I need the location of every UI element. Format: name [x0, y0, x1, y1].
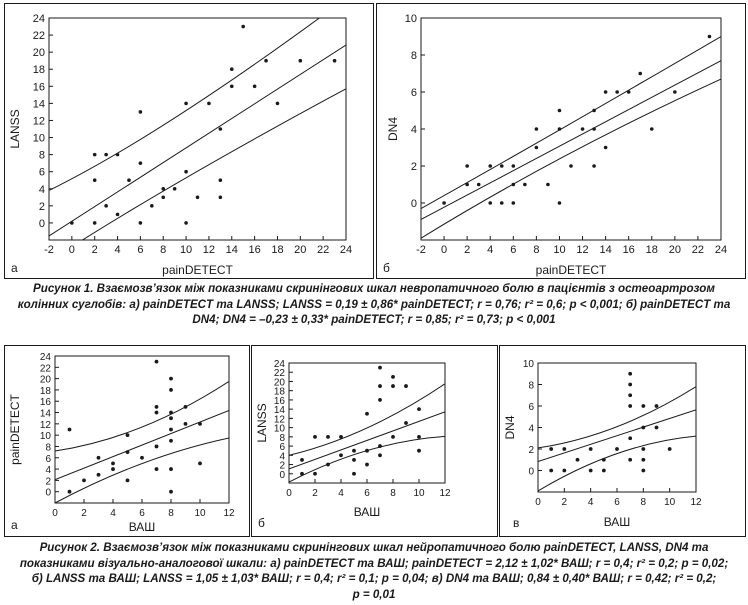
fig1a-point: [93, 153, 97, 157]
fig2c-point: [602, 458, 606, 462]
fig1b-point: [488, 201, 492, 205]
fig2c-point: [641, 447, 645, 451]
fig2b-point: [365, 412, 369, 416]
fig2c-x-tick-label: 8: [640, 497, 647, 508]
fig2a-point: [155, 411, 159, 415]
fig2a-y-tick-label: 10: [39, 431, 51, 443]
fig2c-panel: [499, 345, 746, 537]
fig1a-point: [184, 221, 188, 225]
fig1b-plot-area: [421, 37, 721, 239]
fig2c-point: [562, 447, 566, 451]
fig1b-panel-letter: б: [383, 261, 390, 275]
fig1b-point: [581, 127, 585, 131]
fig1b-confidence-upper: [421, 37, 721, 209]
fig1b-regression-line: [421, 61, 721, 220]
fig2c-point: [668, 447, 672, 451]
fig1a-point: [104, 204, 108, 208]
fig2b-y-tick-label: 4: [279, 451, 285, 463]
fig1a-y-tick-label: 10: [32, 132, 45, 145]
fig2c-panel-letter: в: [513, 516, 520, 530]
fig1a-y-tick-label: 2: [38, 200, 45, 213]
fig2a-point: [169, 388, 173, 392]
fig1b-point: [523, 183, 527, 187]
fig1b-y-tick-label: 8: [410, 50, 417, 62]
fig2a-point: [126, 450, 130, 454]
fig2c-y-tick-label: 4: [528, 423, 534, 435]
fig1b-point: [535, 127, 539, 131]
fig2a-x-tick-label: 4: [110, 508, 116, 519]
figure1-caption-line3: DN4; DN4 = –0,23 ± 0,33* painDETECT; r = 0,85; r² = 0,73; p < 0,001: [192, 313, 556, 326]
fig2a-y-tick-label: 16: [39, 397, 51, 409]
fig2a-y-tick-label: 22: [39, 363, 51, 375]
fig1a-y-tick-label: 24: [32, 13, 45, 25]
fig1b-point: [673, 90, 677, 94]
fig1b-x-tick-label: -2: [416, 244, 426, 256]
fig1a-x-tick-label: 12: [202, 244, 216, 256]
fig2a-point: [169, 428, 173, 432]
fig2b-panel: [251, 345, 498, 537]
fig2a-point: [169, 377, 173, 381]
fig2b-y-tick-label: 18: [273, 386, 285, 398]
fig2c-point: [602, 469, 606, 473]
fig1b-point: [477, 183, 481, 187]
fig1b-x-tick-label: 6: [510, 244, 517, 256]
fig1a-point: [139, 221, 143, 225]
fig1a-point: [299, 59, 303, 63]
fig1a-point: [196, 196, 200, 200]
fig1b-point: [558, 109, 562, 113]
fig2a-point: [198, 462, 202, 466]
fig2b-plot-area: [289, 384, 445, 482]
fig2b-y-tick-label: 0: [279, 469, 285, 481]
fig2a-point: [169, 467, 173, 471]
fig2c-point: [549, 447, 553, 451]
fig1b-point: [650, 127, 654, 131]
fig2a-point: [68, 428, 72, 432]
fig1b-plot-frame: [421, 18, 721, 240]
fig2a-y-tick-label: 24: [39, 352, 51, 363]
fig2b-point: [378, 366, 382, 370]
fig1b-x-tick-label: 20: [668, 244, 681, 256]
fig1b-x-tick-label: 18: [645, 244, 658, 256]
fig2c-point: [641, 458, 645, 462]
fig2c-point: [615, 447, 619, 451]
fig1a-x-tick-label: 14: [225, 244, 238, 256]
fig1a-x-tick-label: 10: [179, 244, 193, 256]
fig1b-y-tick-label: 2: [410, 161, 417, 173]
fig2c-point: [628, 372, 632, 376]
fig2b-point: [391, 435, 395, 439]
fig2a-point: [140, 456, 144, 460]
fig1a-x-axis-label: painDETECT: [162, 263, 233, 277]
fig1b-y-tick-label: 0: [410, 198, 417, 210]
fig2b-y-tick-label: 24: [273, 359, 285, 370]
fig2b-y-tick-label: 14: [273, 405, 285, 417]
fig2c-point: [576, 458, 580, 462]
fig2b-point: [300, 458, 304, 462]
fig1a-point: [253, 85, 257, 89]
fig2b-point: [365, 449, 369, 453]
fig1a-x-tick-label: 0: [68, 244, 75, 256]
fig2a-confidence-lower: [55, 438, 229, 503]
fig2c-y-tick-label: 6: [528, 402, 534, 413]
fig2a-x-tick-label: 0: [52, 508, 58, 519]
fig2a-point: [169, 416, 173, 420]
fig2b-point: [391, 375, 395, 379]
fig1a-point: [70, 221, 74, 225]
fig2c-chart: [500, 346, 745, 536]
fig2c-point: [628, 436, 632, 440]
fig2b-point: [404, 421, 408, 425]
fig1a-point: [276, 102, 280, 106]
fig1b-y-axis-label: DN4: [386, 116, 400, 142]
fig2a-plot-area: [55, 381, 229, 503]
fig2b-point: [417, 435, 421, 439]
fig2a-x-tick-label: 2: [81, 508, 87, 519]
fig2a-x-tick-label: 8: [168, 508, 174, 519]
fig1a-point: [161, 187, 165, 191]
fig2b-point: [339, 435, 343, 439]
fig2c-y-tick-label: 0: [528, 466, 534, 478]
fig1b-x-axis-label: painDETECT: [535, 263, 607, 277]
fig1b-point: [615, 90, 619, 94]
fig1b-x-tick-label: 4: [487, 244, 494, 256]
fig1a-plot-frame: [49, 18, 346, 240]
figure1-caption: [0, 281, 748, 328]
fig2a-point: [82, 478, 86, 482]
fig2c-point: [549, 469, 553, 473]
fig1a-point: [127, 178, 131, 182]
fig2c-point: [628, 383, 632, 387]
fig1a-point: [241, 25, 245, 29]
fig2a-point: [68, 490, 72, 494]
fig2c-x-axis-label: ВАШ: [603, 515, 631, 529]
fig2b-x-tick-label: 2: [312, 488, 318, 499]
fig2c-plot-frame: [538, 363, 696, 492]
fig2a-y-tick-label: 20: [39, 374, 51, 386]
fig1a-y-tick-label: 16: [32, 81, 45, 94]
fig1b-x-tick-label: 8: [533, 244, 540, 256]
fig2b-x-tick-label: 4: [338, 488, 344, 499]
fig1b-point: [465, 183, 469, 187]
fig1b-y-tick-label: 6: [410, 87, 417, 99]
fig2c-point: [641, 426, 645, 430]
fig2a-confidence-upper: [55, 381, 229, 451]
fig2b-point: [404, 384, 408, 388]
fig1b-point: [465, 164, 469, 168]
fig1b-point: [558, 201, 562, 205]
fig1b-x-tick-label: 12: [576, 244, 589, 256]
fig2a-x-axis-label: ВАШ: [128, 520, 156, 534]
fig1b-point: [546, 183, 550, 187]
fig2a-point: [97, 473, 101, 477]
fig2b-y-tick-label: 2: [279, 460, 285, 472]
fig1a-x-tick-label: 4: [114, 244, 121, 256]
fig1a-chart: [5, 4, 373, 278]
fig2a-y-tick-label: 0: [45, 487, 51, 499]
fig2c-point: [628, 404, 632, 408]
fig2a-panel-letter: а: [11, 518, 18, 532]
fig2c-point: [589, 447, 593, 451]
fig2a-y-tick-label: 8: [45, 442, 51, 454]
fig1b-x-tick-label: 22: [691, 244, 705, 256]
fig1a-point: [93, 178, 97, 182]
fig1b-point: [512, 201, 516, 205]
fig2c-y-tick-label: 8: [528, 380, 534, 392]
fig1a-y-axis-label: LANSS: [8, 109, 22, 149]
fig2c-point: [655, 404, 659, 408]
fig2a-point: [126, 478, 130, 482]
fig1a-point: [139, 110, 143, 114]
fig2b-y-tick-label: 20: [273, 377, 285, 389]
fig2b-point: [313, 472, 317, 476]
fig1a-y-tick-label: 6: [38, 166, 45, 179]
fig2a-point: [184, 422, 188, 426]
fig2c-y-tick-label: 2: [528, 445, 534, 456]
fig2c-point: [641, 469, 645, 473]
fig2a-x-tick-label: 10: [194, 508, 206, 519]
fig1b-point: [500, 164, 504, 168]
fig1b-chart: [377, 4, 745, 278]
fig2b-point: [352, 449, 356, 453]
fig1a-y-tick-label: 12: [32, 115, 45, 128]
fig2c-y-tick-label: 10: [522, 359, 534, 370]
fig2b-x-tick-label: 12: [439, 488, 451, 499]
fig1a-x-tick-label: -2: [44, 244, 54, 256]
fig1a-panel: [4, 3, 374, 279]
fig1b-panel: [376, 3, 746, 279]
fig1a-point: [219, 127, 223, 131]
fig1b-point: [488, 164, 492, 168]
fig2a-point: [111, 467, 115, 471]
fig2a-point: [111, 462, 115, 466]
fig1a-regression-line: [49, 45, 346, 236]
fig2c-plot-area: [538, 387, 696, 491]
fig1a-confidence-upper: [49, 4, 346, 190]
fig2b-point: [352, 458, 356, 462]
fig1a-point: [104, 153, 108, 157]
fig2a-y-tick-label: 6: [45, 453, 51, 465]
fig2b-point: [326, 435, 330, 439]
fig1a-point: [219, 196, 223, 200]
fig2b-x-axis-label: ВАШ: [353, 505, 381, 519]
fig1b-point: [638, 72, 642, 76]
figure2-caption-line1: Рисунок 2. Взаємозв’язок між показниками скринінгових шкал нейропатичного болю painDETECT, LANSS, DN4 та: [39, 541, 709, 554]
fig2b-y-tick-label: 10: [273, 423, 285, 435]
fig2b-point: [417, 407, 421, 411]
fig1a-x-tick-label: 24: [339, 244, 353, 256]
figure2-caption-line3: б) LANSS та ВАШ; LANSS = 1,05 ± 1,03* ВАШ; r = 0,4; r² = 0,1; p = 0,04; в) DN4 та ВАШ; 0,84 ± 0,40* ВАШ; r = 0,42; r² = 0,2;: [31, 572, 717, 585]
fig1a-point: [207, 102, 211, 106]
fig1a-point: [173, 187, 177, 191]
fig2b-point: [378, 444, 382, 448]
fig2a-y-tick-label: 18: [39, 385, 51, 397]
fig2a-x-tick-label: 6: [139, 508, 145, 519]
fig1b-point: [604, 90, 608, 94]
fig2a-point: [155, 445, 159, 449]
fig1b-x-tick-label: 16: [622, 244, 635, 256]
fig1b-point: [512, 164, 516, 168]
fig1a-point: [116, 153, 120, 157]
fig1b-point: [592, 127, 596, 131]
fig2a-y-tick-label: 4: [45, 465, 51, 477]
fig2b-point: [313, 435, 317, 439]
fig1b-point: [708, 35, 712, 39]
fig2c-point: [628, 458, 632, 462]
fig1a-point: [230, 85, 234, 89]
fig2b-x-tick-label: 10: [413, 488, 425, 499]
fig1b-point: [627, 90, 631, 94]
fig1b-point: [500, 201, 504, 205]
fig1a-y-tick-label: 8: [38, 149, 45, 162]
fig1b-point: [569, 164, 573, 168]
fig2b-point: [417, 449, 421, 453]
fig1b-point: [442, 201, 446, 205]
fig1a-point: [219, 178, 223, 182]
fig1a-point: [150, 204, 154, 208]
fig1a-y-tick-label: 22: [32, 30, 45, 43]
fig2b-point: [391, 384, 395, 388]
fig2a-plot-frame: [55, 356, 229, 503]
fig2b-point: [339, 453, 343, 457]
fig2a-point: [169, 490, 173, 494]
fig1a-panel-letter: а: [11, 261, 18, 275]
fig1a-point: [161, 196, 165, 200]
fig1b-point: [592, 164, 596, 168]
fig2c-point: [589, 469, 593, 473]
fig2c-x-tick-label: 4: [587, 497, 594, 508]
fig1b-x-tick-label: 24: [714, 244, 728, 256]
fig2b-x-tick-label: 8: [390, 488, 396, 499]
figure2-caption-line4: p = 0,01: [352, 587, 396, 601]
fig2b-x-tick-label: 0: [286, 488, 292, 499]
fig1b-point: [535, 146, 539, 150]
fig2a-point: [155, 360, 159, 364]
figure1-caption-line1: Рисунок 1. Взаємозв’язок між показниками скринінгових шкал невропатичного болю в пацієнтів з остеоартрозом: [33, 282, 715, 295]
fig1a-point: [333, 59, 337, 63]
fig2b-point: [352, 472, 356, 476]
fig1a-x-tick-label: 20: [294, 244, 307, 256]
fig2a-point: [169, 411, 173, 415]
fig2c-y-axis-label: DN4: [503, 415, 517, 440]
fig2b-point: [326, 463, 330, 467]
fig2c-x-tick-label: 0: [535, 497, 541, 508]
fig2a-y-tick-label: 14: [39, 408, 51, 420]
fig2c-x-tick-label: 10: [664, 497, 676, 508]
fig2a-point: [184, 405, 188, 409]
fig2a-chart: [5, 346, 249, 536]
fig1a-y-tick-label: 20: [32, 47, 45, 60]
fig1a-point: [184, 170, 188, 174]
fig2a-point: [155, 405, 159, 409]
fig1a-y-tick-label: 14: [32, 98, 45, 111]
fig2b-y-axis-label: LANSS: [255, 403, 269, 443]
fig2a-point: [198, 422, 202, 426]
fig1b-y-tick-label: 10: [404, 13, 417, 25]
figure2-caption: [0, 540, 748, 602]
fig2c-x-tick-label: 12: [690, 497, 702, 508]
fig2a-y-tick-label: 2: [45, 476, 51, 488]
fig1b-point: [512, 183, 516, 187]
figure2-caption-line2: показниками візуально-аналогової шкали: а) painDETECT та ВАШ; painDETECT = 2,12 ± 1,02* ВАШ; r = 0,4; r² = 0,2; p = 0,02;: [19, 556, 729, 570]
fig1b-x-tick-label: 0: [441, 244, 448, 256]
fig2b-regression-line: [289, 412, 445, 469]
fig1a-point: [230, 67, 234, 71]
fig1a-x-tick-label: 16: [248, 244, 261, 256]
fig1a-confidence-lower: [49, 89, 346, 261]
fig2a-y-tick-label: 12: [39, 419, 51, 431]
fig1a-point: [116, 213, 120, 217]
fig2b-point: [365, 463, 369, 467]
fig2a-point: [155, 467, 159, 471]
fig2b-point: [300, 472, 304, 476]
fig2a-point: [97, 456, 101, 460]
fig2b-chart: [252, 346, 497, 536]
fig1b-point: [592, 109, 596, 113]
fig2c-point: [655, 426, 659, 430]
fig2b-y-tick-label: 22: [273, 368, 285, 380]
fig2b-y-tick-label: 12: [273, 414, 285, 426]
fig2b-confidence-lower: [289, 436, 445, 482]
fig1b-point: [558, 127, 562, 131]
fig1a-point: [93, 221, 97, 225]
fig1a-x-tick-label: 2: [91, 244, 98, 256]
figure1-caption-line2: колінних суглобів: а) painDETECT та LANSS; LANSS = 0,19 ± 0,86* painDETECT; r = 0,76; r² = 0,6; p < 0,001; б) painDETECT та: [17, 297, 731, 311]
fig2b-point: [378, 453, 382, 457]
fig1b-x-tick-label: 14: [599, 244, 612, 256]
fig2a-y-axis-label: painDETECT: [8, 394, 22, 465]
fig1a-y-tick-label: 18: [32, 64, 45, 77]
fig2a-point: [169, 439, 173, 443]
fig2c-confidence-lower: [538, 436, 696, 491]
fig1a-x-tick-label: 18: [271, 244, 284, 256]
fig1a-y-tick-label: 4: [38, 183, 45, 196]
fig1a-x-tick-label: 6: [137, 244, 144, 256]
fig2c-point: [628, 393, 632, 397]
fig2c-point: [562, 469, 566, 473]
fig2b-confidence-upper: [289, 384, 445, 456]
fig2b-point: [378, 384, 382, 388]
fig1a-point: [139, 161, 143, 165]
fig2c-point: [641, 404, 645, 408]
fig2b-y-tick-label: 6: [279, 442, 285, 454]
fig2a-x-tick-label: 12: [223, 508, 235, 519]
fig1b-point: [604, 146, 608, 150]
fig2b-point: [378, 398, 382, 402]
fig1b-x-tick-label: 2: [464, 244, 471, 256]
fig1a-x-tick-label: 8: [160, 244, 167, 256]
fig2c-x-tick-label: 6: [614, 497, 620, 508]
fig2b-y-tick-label: 8: [279, 432, 285, 444]
fig2b-x-tick-label: 6: [364, 488, 370, 499]
fig1b-y-tick-label: 4: [410, 124, 417, 136]
fig1a-y-tick-label: 0: [38, 217, 45, 230]
fig1a-x-tick-label: 22: [317, 244, 330, 256]
fig1b-confidence-lower: [421, 79, 721, 238]
fig1b-x-tick-label: 10: [553, 244, 566, 256]
fig2a-point: [126, 433, 130, 437]
fig2b-panel-letter: б: [258, 516, 265, 530]
fig2b-y-tick-label: 16: [273, 395, 285, 407]
fig1a-point: [264, 59, 268, 63]
fig2a-regression-line: [55, 411, 229, 480]
fig2c-x-tick-label: 2: [561, 497, 568, 508]
fig1a-point: [184, 102, 188, 106]
fig2a-panel: [4, 345, 250, 537]
